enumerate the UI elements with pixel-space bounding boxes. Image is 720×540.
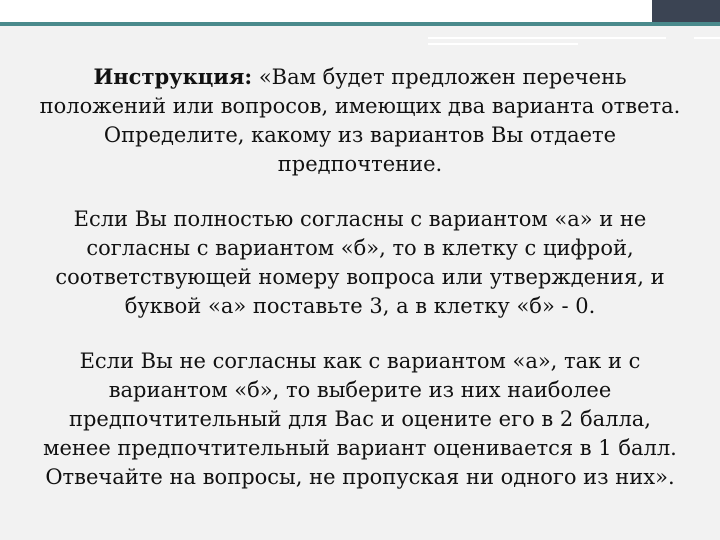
instruction-heading: Инструкция: xyxy=(93,64,253,89)
partial-agreement-paragraph: Если Вы не согласны как с вариантом «а», так и с вариантом «б», то выберите из них наиболее предпочтительный для Вас и оцените его в 2 балла, менее предпочтительный вариант оценивается в 1 балл. Отвечайте на вопросы, не пропуская ни одного из них». xyxy=(43,349,677,489)
teal-accent-line xyxy=(0,22,720,26)
slide-content xyxy=(36,62,684,492)
dark-corner-block xyxy=(652,0,720,22)
full-agreement-paragraph: Если Вы полностью согласны с вариантом «а» и не согласны с вариантом «б», то в клетку с цифрой, соответствующей номеру вопроса или утверждения, и буквой «а» поставьте 3, а в клетку «б» - 0. xyxy=(55,207,665,318)
decorative-line xyxy=(428,37,666,39)
top-band xyxy=(0,0,720,22)
decorative-line xyxy=(694,37,720,39)
instruction-text: «Вам будет предложен перечень положений или вопросов, имеющих два варианта ответа. Определите, какому из вариантов Вы отдаете предпочтение. xyxy=(39,65,681,176)
decorative-line xyxy=(428,43,578,45)
instruction-paragraph xyxy=(36,62,684,179)
